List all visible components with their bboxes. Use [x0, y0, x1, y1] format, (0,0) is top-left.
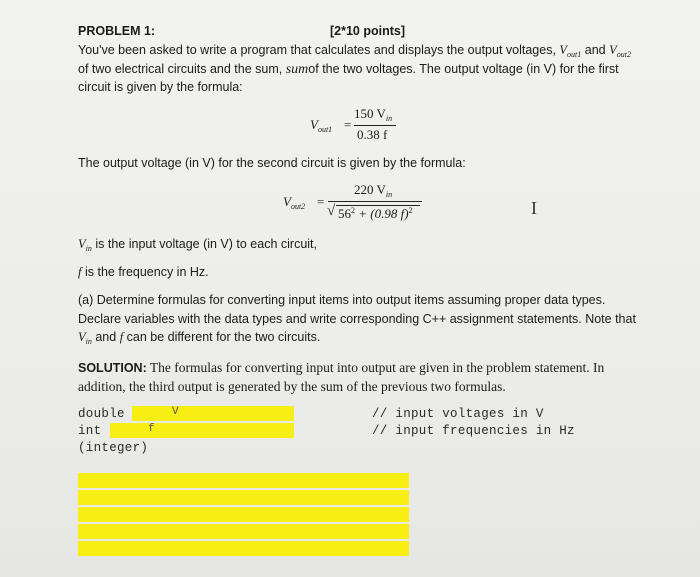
formula2-equals: =	[317, 194, 325, 209]
double-answer-blank[interactable]	[132, 406, 294, 421]
formula1-numerator: 150 $V_{in}$	[354, 106, 393, 123]
answer-line-2[interactable]	[78, 490, 409, 505]
formula1-denominator: 0.38 f	[357, 127, 388, 142]
problem-points: [2*10 points]	[330, 24, 406, 38]
formula2-denominator: $56^2 + (0.98$ f)$^2$	[338, 206, 413, 221]
integer-note: (integer)	[78, 441, 149, 455]
code-double-keyword: double	[78, 407, 125, 421]
formula1-equals: =	[344, 117, 352, 132]
part-a-line-3: $V_{in}$ and f can be different for the two circuits.	[78, 330, 321, 346]
code-int-keyword: int	[78, 424, 102, 438]
formula1-fraction-bar	[354, 125, 396, 126]
intro-line-1: You've been asked to write a program that calculates and displays the output voltages, $V_{out1}$ and $V_{out2}$	[78, 43, 631, 59]
formula2-lhs: $V_{out2}$	[283, 194, 306, 211]
formula2-radical-icon: √	[327, 203, 336, 219]
part-a-line-1: (a) Determine formulas for converting input items into output items assuming proper data types.	[78, 293, 606, 307]
solution-line-1: SOLUTION: The formulas for converting input into output are given in the problem statement. In	[78, 360, 605, 375]
int-blank-hint: f	[148, 423, 155, 435]
formula2-numerator: 220 $V_{in}$	[354, 182, 393, 199]
answer-line-4[interactable]	[78, 524, 409, 539]
solution-line-2: addition, the third output is generated by the sum of the previous two formulas.	[78, 379, 506, 394]
second-circuit-text: The output voltage (in V) for the second circuit is given by the formula:	[78, 156, 466, 170]
double-comment: // input voltages in V	[372, 407, 544, 421]
f-definition: f is the frequency in Hz.	[78, 265, 209, 279]
intro-line-3: circuit is given by the formula:	[78, 80, 243, 94]
problem-title: PROBLEM 1:	[78, 24, 156, 38]
text-cursor-icon: I	[531, 198, 537, 218]
answer-line-3[interactable]	[78, 507, 409, 522]
formula1-lhs: $V_{out1}$	[310, 117, 333, 134]
intro-line-2: of two electrical circuits and the sum, sumof the two voltages. The output voltage (in V) for the first	[78, 62, 619, 77]
part-a-line-2: Declare variables with the data types and write corresponding C++ assignment statements. Note that	[78, 312, 636, 326]
int-answer-blank[interactable]	[110, 423, 294, 438]
vin-definition: $V_{in}$ is the input voltage (in V) to each circuit,	[78, 237, 317, 253]
answer-line-5[interactable]	[78, 541, 409, 556]
double-blank-hint: V	[172, 406, 179, 418]
formula2-fraction-bar	[328, 201, 422, 202]
int-comment: // input frequencies in Hz	[372, 424, 575, 438]
answer-line-1[interactable]	[78, 473, 409, 488]
